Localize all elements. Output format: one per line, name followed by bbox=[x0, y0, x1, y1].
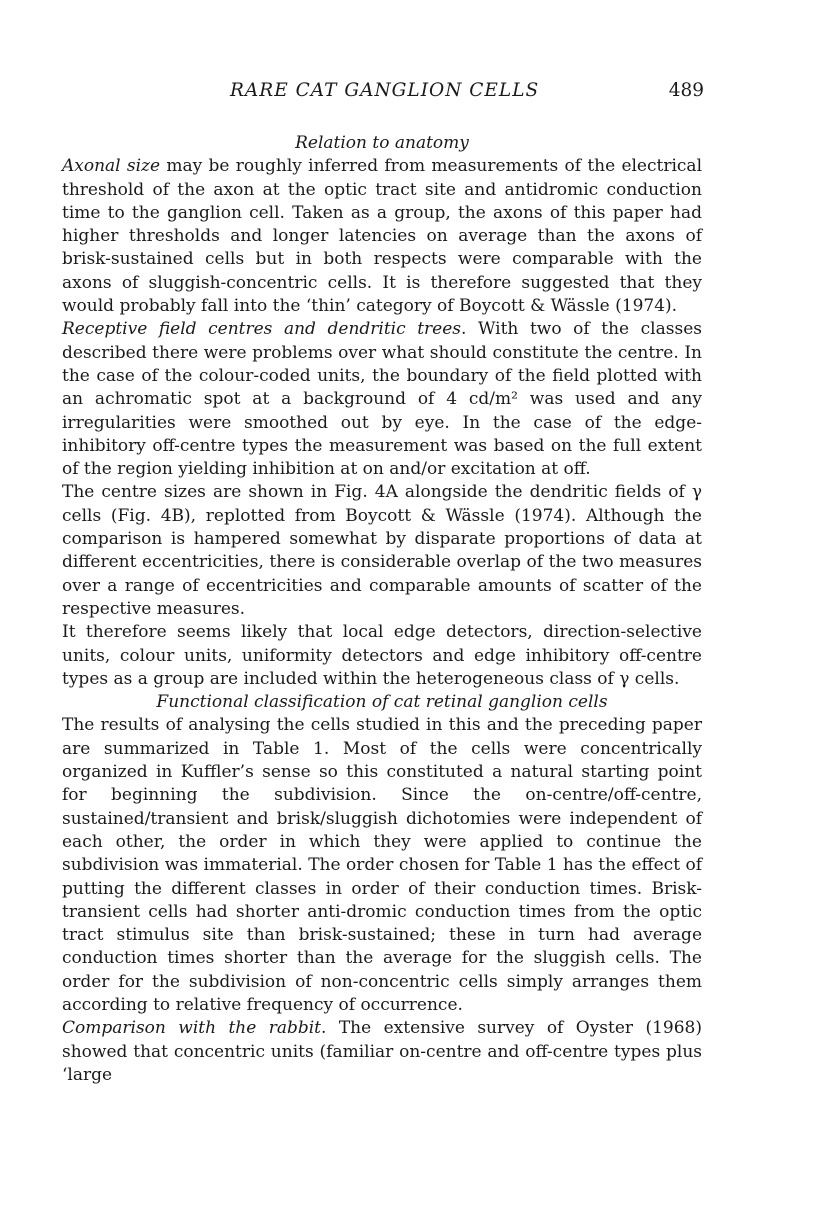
running-title: RARE CAT GANGLION CELLS bbox=[230, 80, 540, 101]
paragraph-receptive-field bbox=[62, 318, 702, 481]
paragraph-centre-sizes: The centre sizes are shown in Fig. 4A alongside the dendritic fields of γ cells (Fig. 4B), replotted from Boycott & Wässle (1974). Although the comparison is hampered somewhat by disparate proportions of data at different eccentricities, there is considerable overlap of the two measures over a range of eccentricities and comparable amounts of scatter of the respective measures. bbox=[62, 482, 702, 619]
section-heading-relation: Relation to anatomy bbox=[295, 133, 469, 153]
paragraph-axonal-size bbox=[62, 155, 702, 318]
run-in-heading: Receptive field centres and dendritic trees bbox=[62, 319, 462, 340]
body-text bbox=[62, 132, 702, 1087]
paragraph-gamma-cells: It therefore seems likely that local edge detectors, direction-selective units, colour units, uniformity detectors and edge inhibitory off-centre types as a group are included within the heterogeneous class of γ cells. bbox=[62, 622, 702, 689]
run-in-heading: Axonal size bbox=[62, 156, 161, 177]
run-in-heading: Comparison with the rabbit bbox=[62, 1018, 322, 1039]
paragraph-text: . With two of the classes described there were problems over what should constitute the centre. In the case of the colour-coded units, the boundary of the field plotted with an achromatic spot at a background of 4 cd/m² was used and any irregularities were smoothed out by eye. In the case of the edge-inhibitory off-centre types the measurement was based on the full extent of the region yielding inhibition at on and/or excitation at off. bbox=[62, 319, 702, 480]
paragraph-rabbit-comparison bbox=[62, 1017, 702, 1087]
paragraph-text: may be roughly inferred from measurements of the electrical threshold of the axon at the optic tract site and antidromic conduction time to the ganglion cell. Taken as a group, the axons of this paper had higher thresholds and longer latencies on average than the axons of brisk-sustained cells but in both respects were comparable with the axons of sluggish-concentric cells. It is therefore suggested that they would probably fall into the ‘thin’ category of Boycott & Wässle (1974). bbox=[62, 156, 703, 317]
section-heading-classification: Functional classification of cat retinal ganglion cells bbox=[156, 692, 608, 713]
paragraph-text: . The extensive survey of Oyster (1968) showed that concentric units (familiar on-centre and off-centre types plus ‘large bbox=[62, 1018, 702, 1085]
page-number: 489 bbox=[668, 80, 704, 101]
paragraph-results-summary: The results of analysing the cells studied in this and the preceding paper are summarized in Table 1. Most of the cells were concentrically organized in Kuffler’s sense so this constituted a natural starting point for beginning the subdivision. Since the on-centre/off-centre, sustained/transient and brisk/sluggish dichotomies were independent of each other, the order in which they were applied to continue the subdivision was immaterial. The order chosen for Table 1 has the effect of putting the different classes in order of their conduction times. Brisk-transient cells had shorter anti-dromic conduction times from the optic tract stimulus site than brisk-sustained; these in turn had average conduction times shorter than the average for the sluggish cells. The order for the subdivision of non-concentric cells simply arranges them according to relative frequency of occurrence. bbox=[62, 715, 702, 1015]
